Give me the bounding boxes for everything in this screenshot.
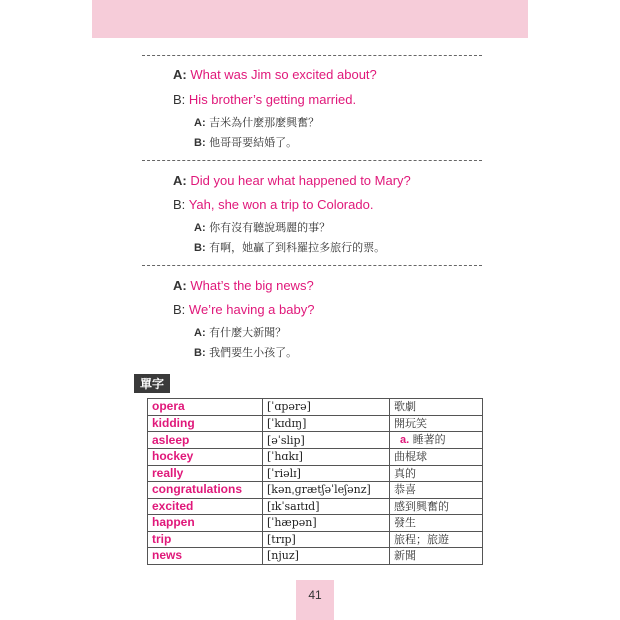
- dialog-2-translation-a: [194, 219, 330, 235]
- vocab-meaning: 旅程；旅遊: [390, 531, 483, 548]
- vocab-meaning: 真的: [390, 465, 483, 482]
- vocab-word: news: [148, 548, 263, 565]
- speaker-label: A:: [194, 117, 206, 129]
- speaker-label: A:: [173, 173, 187, 188]
- translation-text: 他哥哥要結婚了。: [209, 136, 298, 149]
- dialog-1-line-b: [173, 92, 356, 107]
- translation-text: 我們要生小孩了。: [209, 346, 298, 359]
- vocab-word: opera: [148, 399, 263, 416]
- dialog-1-translation-b: [194, 134, 297, 150]
- dialog-text: His brother’s getting married.: [188, 92, 357, 107]
- vocab-meaning: 新聞: [390, 548, 483, 565]
- dialog-2-line-a: [173, 173, 411, 188]
- table-row: [148, 415, 483, 432]
- table-row: [148, 449, 483, 466]
- dialog-text: We’re having a baby?: [188, 302, 315, 317]
- dialog-3-line-b: [173, 302, 314, 317]
- vocab-meaning-cell: [390, 432, 483, 449]
- divider: [142, 55, 482, 56]
- speaker-label: B:: [194, 242, 206, 254]
- dialog-text: Did you hear what happened to Mary?: [190, 173, 411, 188]
- speaker-label: B:: [173, 92, 186, 107]
- vocab-word: asleep: [148, 432, 263, 449]
- translation-text: 你有沒有聽說瑪麗的事？: [209, 221, 331, 234]
- translation-text: 吉米為什麼那麼興奮？: [209, 116, 320, 129]
- vocab-ipa: [trɪp]: [263, 531, 390, 548]
- dialog-3-line-a: [173, 278, 314, 293]
- table-row: [148, 531, 483, 548]
- page-number: 41: [296, 580, 334, 620]
- vocab-ipa: [kənˌɡrætʃəˈleʃənz]: [263, 482, 390, 499]
- translation-text: 有啊，她贏了到科羅拉多旅行的票。: [209, 241, 386, 254]
- vocab-meaning: 開玩笑: [390, 415, 483, 432]
- table-row: [148, 548, 483, 565]
- table-row: [148, 432, 483, 449]
- vocab-ipa: [ˈhæpən]: [263, 515, 390, 532]
- table-row: [148, 498, 483, 515]
- divider: [142, 160, 482, 161]
- speaker-label: B:: [173, 302, 186, 317]
- speaker-label: B:: [194, 347, 206, 359]
- divider: [142, 265, 482, 266]
- dialog-1-translation-a: [194, 114, 319, 130]
- vocab-ipa: [əˈslip]: [263, 432, 390, 449]
- vocab-heading: 單字: [134, 374, 170, 393]
- vocab-meaning: 恭喜: [390, 482, 483, 499]
- header-band: [92, 0, 528, 38]
- vocab-ipa: [ˈkɪdɪŋ]: [263, 415, 390, 432]
- vocab-word: hockey: [148, 449, 263, 466]
- vocab-ipa: [njuz]: [263, 548, 390, 565]
- vocab-word: congratulations: [148, 482, 263, 499]
- vocab-table: [147, 398, 483, 565]
- vocab-ipa: [ɪkˈsaɪtɪd]: [263, 498, 390, 515]
- speaker-label: B:: [194, 137, 206, 149]
- vocab-ipa: [ˈriəlɪ]: [263, 465, 390, 482]
- dialog-2-translation-b: [194, 239, 385, 255]
- table-row: [148, 515, 483, 532]
- speaker-label: A:: [194, 222, 206, 234]
- vocab-word: happen: [148, 515, 263, 532]
- table-row: [148, 482, 483, 499]
- dialog-text: What was Jim so excited about?: [190, 67, 377, 82]
- dialog-text: Yah, she won a trip to Colorado.: [188, 197, 374, 212]
- vocab-word: trip: [148, 531, 263, 548]
- dialog-1-line-a: [173, 67, 377, 82]
- vocab-word: really: [148, 465, 263, 482]
- dialog-2-line-b: [173, 197, 373, 212]
- dialog-text: What’s the big news?: [190, 278, 314, 293]
- vocab-meaning: 感到興奮的: [390, 498, 483, 515]
- vocab-meaning: 歌劇: [390, 399, 483, 416]
- vocab-meaning: 睡著的: [412, 433, 446, 446]
- part-of-speech: a.: [400, 434, 410, 446]
- speaker-label: A:: [194, 327, 206, 339]
- speaker-label: A:: [173, 278, 187, 293]
- vocab-word: excited: [148, 498, 263, 515]
- dialog-3-translation-b: [194, 344, 297, 360]
- vocab-ipa: [ˈɑpərə]: [263, 399, 390, 416]
- table-row: [148, 399, 483, 416]
- vocab-meaning: 曲棍球: [390, 449, 483, 466]
- speaker-label: A:: [173, 67, 187, 82]
- table-row: [148, 465, 483, 482]
- speaker-label: B:: [173, 197, 186, 212]
- translation-text: 有什麼大新聞？: [209, 326, 287, 339]
- vocab-word: kidding: [148, 415, 263, 432]
- vocab-ipa: [ˈhɑkɪ]: [263, 449, 390, 466]
- dialog-3-translation-a: [194, 324, 286, 340]
- vocab-meaning: 發生: [390, 515, 483, 532]
